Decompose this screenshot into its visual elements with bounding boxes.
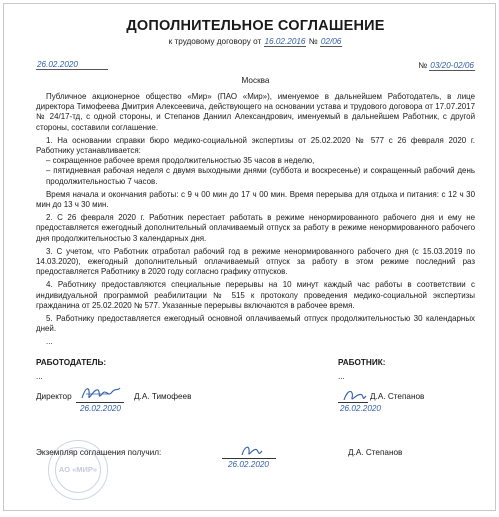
contract-number: 02/06: [320, 37, 342, 46]
clause-3: 3. С учетом, что Работник отработал рабочий год в режиме ненормированного рабочего дня (с 15.03.2019 по 14.03.2020), ежегодный дополнительный оплачиваемый отпуск за работу в этом режиме последний раз предоставляется Работнику в 2020 году согласно графику отпусков.: [36, 246, 475, 277]
employee-sign-date: 26.02.2020: [340, 403, 381, 413]
clause-1-item: – пятидневная рабочая неделя с двумя выходными днями (суббота и воскресенье) и сокращенный рабочий день продолжительностью 7 часов.: [46, 166, 475, 186]
agreement-number-field: [418, 61, 475, 70]
work-hours-paragraph: Время начала и окончания работы: с 9 ч 00 мин до 17 ч 00 мин. Время перерыва для отдыха и питания: с 12 ч 30 мин до 13 ч 30 мин.: [36, 189, 475, 210]
signatures-block: [36, 358, 475, 478]
copy-received-date: 26.02.2020: [228, 459, 269, 469]
document-subtitle: [36, 37, 475, 46]
copy-signature: [240, 442, 264, 459]
date-number-row: [36, 60, 475, 70]
clause-1: 1. На основании справки бюро медико-социальной экспертизы от 25.02.2020 № 577 с 26 февраля 2020 г. Работнику устанавливается:: [36, 135, 475, 156]
city: Москва: [241, 76, 270, 85]
clause-2: 2. С 26 февраля 2020 г. Работник перестает работать в режиме ненормированного рабочего дня и ему не предоставляется ежегодный дополнительный оплачиваемый отпуск за работу в режиме ненормированного рабочего дня продолжительностью 3 календарных дня.: [36, 213, 475, 243]
stamp-text: АО «МИР»: [55, 447, 101, 493]
clause-1-item: – сокращенное рабочее время продолжительностью 35 часов в неделю,: [46, 156, 315, 166]
director-signature: [80, 382, 122, 404]
director-title: Директор: [36, 391, 72, 401]
subtitle-prefix: к трудовому договору от: [168, 37, 262, 46]
document-title: ДОПОЛНИТЕЛЬНОЕ СОГЛАШЕНИЕ: [126, 18, 385, 34]
clause-5: 5. Работнику предоставляется ежегодный основной оплачиваемый отпуск продолжительностью 30 календарных дней.: [36, 314, 475, 334]
employer-sign-date: 26.02.2020: [80, 403, 121, 413]
contract-date: 16.02.2016: [264, 37, 306, 46]
agreement-body: [36, 92, 475, 348]
employee-signature: [342, 386, 368, 404]
director-name: Д.А. Тимофеев: [134, 391, 192, 401]
employee-dots: ...: [338, 371, 345, 381]
copy-recipient-name: Д.А. Степанов: [348, 447, 403, 457]
ellipsis: ...: [46, 337, 53, 347]
agreement-page: [3, 3, 496, 511]
agreement-number: 03/20-02/06: [430, 61, 474, 70]
clause-4: 4. Работнику предоставляются специальные перерывы на 10 минут каждый час работы в соответствии с индивидуальной программой реабилитации № 515 к протоколу проведения медико-социальной экспертизы гражданина от 25.02.2020 № 577. Указанные перерывы включаются в рабочее время.: [36, 280, 475, 310]
copy-received-label: Экземпляр соглашения получил:: [36, 447, 162, 457]
employer-label: РАБОТОДАТЕЛЬ:: [36, 357, 107, 367]
number-sign: №: [418, 61, 427, 70]
employee-label: РАБОТНИК:: [338, 357, 386, 367]
number-sign: №: [308, 37, 318, 46]
employee-name: Д.А. Степанов: [370, 391, 425, 401]
employer-dots: ...: [36, 371, 43, 381]
agreement-date: 26.02.2020: [36, 60, 108, 70]
preamble-paragraph: Публичное акционерное общество «Мир» (ПАО «Мир»), именуемое в дальнейшем Работодатель, в лице директора Тимофеева Дмитрия Алексеевича, действующего на основании устава и трудового договора от 17.07.2017 № 24/17-тд, с одной стороны, и Степанов Даниил Александрович, именуемый в дальнейшем Работник, с другой стороны, составили соглашение.: [36, 92, 475, 132]
